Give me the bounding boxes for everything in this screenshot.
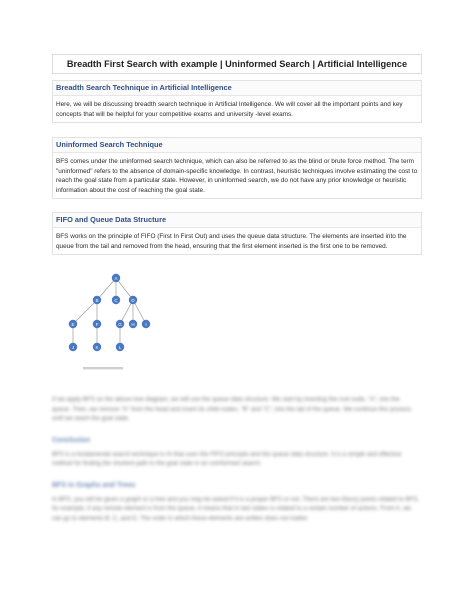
svg-text:H: H [131,322,135,327]
blurred-paragraph: If we apply BFS on the above tree diagram, we will use the queue data structure. We start by inserting the root node, "A", into the queue. Then, we remove "A" from the head and insert its child nodes, "B" and "C", into the tail of the queue. We continue this process until we reach the goal state. [52,396,412,422]
svg-text:I: I [145,322,147,327]
blurred-content [52,395,420,523]
node-g [116,320,124,328]
figure-caption-blurred [83,367,123,369]
svg-text:L: L [118,345,122,350]
blurred-heading: BFS in Graphs and Trees [52,481,136,489]
node-j [69,343,77,351]
section-uninformed-search [52,137,422,199]
node-b [93,296,101,304]
section-body: BFS works on the principle of FIFO (First In First Out) and uses the queue data structure. The elements are inserted into the queue from the tail and removed from the head, ensuring that the first element inserted is the first one to be removed. [56,233,407,250]
svg-text:C: C [114,298,118,303]
blurred-heading: Conclusion [52,436,91,444]
node-h [129,320,137,328]
svg-text:A: A [114,276,118,281]
node-f [93,320,101,328]
bfs-tree-diagram [56,268,166,380]
node-a [112,274,120,282]
svg-text:B: B [95,298,99,303]
section-fifo-queue [52,212,422,255]
section-body: Here, we will be discussing breadth search technique in Artificial Intelligence. We will cover all the important points and key concepts that will be helpful for your competitive exams and university -level exams. [56,101,403,118]
svg-text:D: D [131,298,135,303]
section-breadth-search [52,80,422,123]
svg-text:K: K [95,345,99,350]
node-e [69,320,77,328]
section-body: BFS comes under the uninformed search technique, which can also be referred to as the blind or brute force method. The term "uninformed" refers to the absence of domain-specific knowledge. In contrast, heuristic techniques involve estimating the cost to reach the goal state from a particular state. However, in uninformed search, we do not have any prior knowledge or heuristic information about the cost of reaching the goal state. [56,158,418,194]
svg-text:F: F [95,322,99,327]
node-d [129,296,137,304]
section-heading: Uninformed Search Technique [53,138,421,153]
document-title: Breadth First Search with example | Uninformed Search | Artificial Intelligence [52,54,422,74]
svg-text:G: G [118,322,122,327]
node-c [112,296,120,304]
node-l [116,343,124,351]
blurred-paragraph: In BFS, you will be given a graph or a tree and you may be asked if it is a proper BFS or not. There are two theory points related to BFS, for example, if any remote element is from the queue, it means that in last states is related to a certain number of actions. From A, we can go to elements B, C, and D. The order in which these elements are written does not matter. [52,495,420,522]
svg-text:J: J [71,345,75,350]
section-heading: Breadth Search Technique in Artificial Intelligence [53,81,421,96]
svg-text:E: E [71,322,75,327]
node-k [93,343,101,351]
node-i [142,320,150,328]
section-heading: FIFO and Queue Data Structure [53,213,421,228]
blurred-paragraph: BFS is a fundamental search technique in AI that uses the FIFO principle and the queue data structure. It is a simple and effective method for finding the shortest path to the goal state in an uninformed search. [52,450,402,467]
